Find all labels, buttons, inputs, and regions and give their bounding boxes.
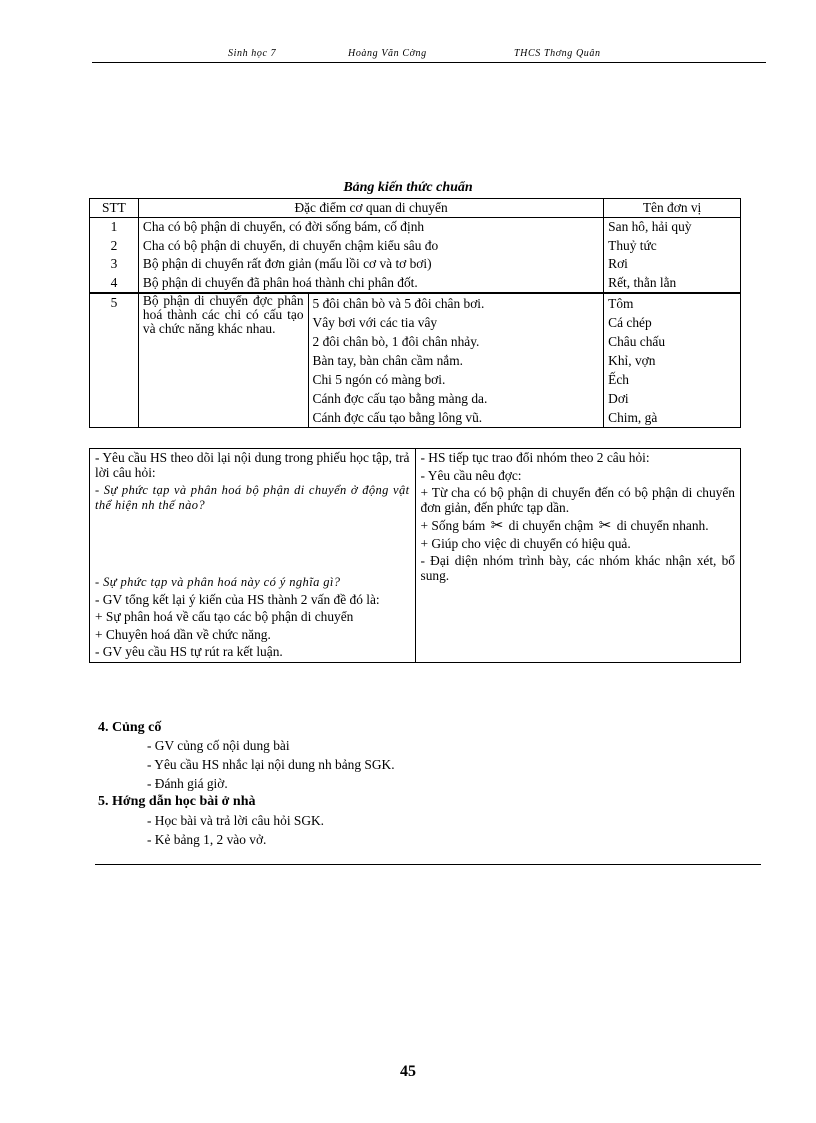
sub-feature: Chi 5 ngón có màng bơi. — [312, 372, 446, 388]
feature-3: Bộ phận di chuyển rất đơn giản (mấu lồi cơ và tơ bơi) — [142, 256, 432, 272]
homework-item: - Học bài và trả lời câu hỏi SGK. — [147, 813, 325, 828]
animal-name: Ếch — [608, 372, 629, 388]
stt-2: 2 — [110, 237, 118, 253]
table-row — [90, 293, 741, 428]
student-requirement: - Yêu cầu nêu đợc: — [420, 467, 522, 483]
header-subject: Sinh học 7 — [228, 48, 277, 59]
summary-point-1: + Sự phân hoá về cấu tạo các bộ phận di chuyển — [95, 609, 354, 624]
row-stt — [90, 218, 139, 294]
consolidation-item: - GV củng cố nội dung bài — [147, 738, 290, 753]
column-header-features: Đặc điểm cơ quan di chuyển — [138, 199, 603, 218]
answer-3: + Giúp cho việc di chuyển có hiệu quả. — [420, 535, 631, 551]
sub-feature: Bàn tay, bàn chân cầm nắm. — [312, 353, 463, 369]
scissors-icon: ✂ — [598, 516, 612, 534]
answer-2-part-1: + Sống bám — [420, 518, 486, 533]
row5-subfeatures — [308, 293, 604, 428]
answer-2-part-3: di chuyển nhanh. — [616, 518, 709, 533]
teacher-instruction: - Yêu cầu HS theo dõi lại nội dung trong phiếu học tập, trả lời câu hỏi: — [95, 450, 410, 480]
name-2: Thuỷ tức — [608, 237, 657, 253]
animal-name: Khỉ, vợn — [608, 353, 656, 369]
knowledge-table — [89, 198, 741, 428]
consolidation-item: - Yêu cầu HS nhắc lại nội dung nh bảng SGK. — [147, 757, 395, 772]
teacher-activity — [90, 449, 416, 663]
stt-3: 3 — [110, 256, 118, 272]
scissors-icon: ✂ — [490, 516, 504, 534]
animal-name: Châu chấu — [608, 334, 666, 350]
sub-feature: 2 đôi chân bò, 1 đôi chân nhảy. — [312, 334, 480, 350]
teacher-summary: - GV tổng kết lại ý kiến của HS thành 2 vấn đề đó là: — [95, 591, 380, 607]
question-2: - Sự phức tạp và phân hoá này có ý nghĩa gì? — [95, 575, 341, 589]
knowledge-table-title: Bảng kiến thức chuẩn — [343, 180, 473, 195]
answer-2-part-2: di chuyển chậm — [508, 518, 594, 533]
column-header-name: Tên đơn vị — [604, 199, 741, 218]
sub-feature: Vây bơi với các tia vây — [312, 315, 438, 331]
answer-1: + Từ cha có bộ phận di chuyển đến có bộ phận di chuyển đơn giản, đến phức tạp dần. — [420, 485, 735, 515]
homework-heading: 5. Hớng dẫn học bài ở nhà — [98, 794, 256, 809]
consolidation-heading: 4. Củng cố — [98, 720, 162, 735]
student-task: - HS tiếp tục trao đổi nhóm theo 2 câu hỏi: — [420, 450, 650, 465]
animal-name: Chim, gà — [608, 410, 658, 426]
section-divider — [95, 864, 761, 865]
spacer — [95, 515, 410, 575]
row-features — [138, 218, 603, 294]
question-1: - Sự phức tạp và phân hoá bộ phận di chuyển ở động vật thể hiện nh thế nào? — [95, 483, 410, 512]
name-4: Rết, thằn lằn — [608, 274, 677, 290]
page-header — [92, 48, 766, 63]
sub-feature: Cánh đợc cấu tạo bằng lông vũ. — [312, 410, 483, 426]
feature-1: Cha có bộ phận di chuyển, có đời sống bám, cố định — [142, 219, 425, 234]
header-teacher: Hoàng Văn Cờng — [348, 48, 427, 59]
row-names — [604, 218, 741, 294]
page-number: 45 — [400, 1063, 416, 1080]
consolidation-item: - Đánh giá giờ. — [147, 776, 228, 791]
name-3: Rơi — [608, 256, 628, 272]
row5-names — [604, 293, 741, 428]
teacher-conclusion: - GV yêu cầu HS tự rút ra kết luận. — [95, 644, 283, 659]
name-1: San hô, hải quỳ — [608, 219, 692, 234]
row5-stt: 5 — [90, 293, 139, 428]
animal-name: Dơi — [608, 391, 629, 407]
header-school: THCS Thơng Quân — [514, 48, 601, 59]
stt-1: 1 — [110, 219, 118, 234]
group-report: - Đại diện nhóm trình bày, các nhóm khác nhận xét, bổ sung. — [420, 553, 735, 583]
activity-table — [89, 448, 741, 663]
sub-feature: Cánh đợc cấu tạo bằng màng da. — [312, 391, 488, 407]
column-header-stt: STT — [90, 199, 139, 218]
row5-desc: Bộ phận di chuyển đợc phân hoá thành các chi có cấu tạo và chức năng khác nhau. — [142, 293, 304, 337]
table-header-row — [90, 199, 741, 218]
row5-desc-cell — [138, 293, 308, 428]
animal-name: Tôm — [608, 296, 634, 312]
student-activity — [415, 449, 741, 663]
table-row — [90, 218, 741, 294]
feature-2: Cha có bộ phận di chuyển, di chuyển chậm kiểu sâu đo — [142, 237, 439, 253]
animal-name: Cá chép — [608, 315, 652, 331]
summary-point-2: + Chuyên hoá dần về chức năng. — [95, 626, 271, 642]
sub-feature: 5 đôi chân bò và 5 đôi chân bơi. — [312, 296, 485, 312]
answer-2 — [421, 518, 736, 534]
stt-4: 4 — [110, 274, 118, 290]
feature-4: Bộ phận di chuyển đã phân hoá thành chi phân đốt. — [142, 274, 418, 290]
homework-item: - Kẻ bảng 1, 2 vào vở. — [147, 832, 267, 847]
table-row — [90, 449, 741, 663]
